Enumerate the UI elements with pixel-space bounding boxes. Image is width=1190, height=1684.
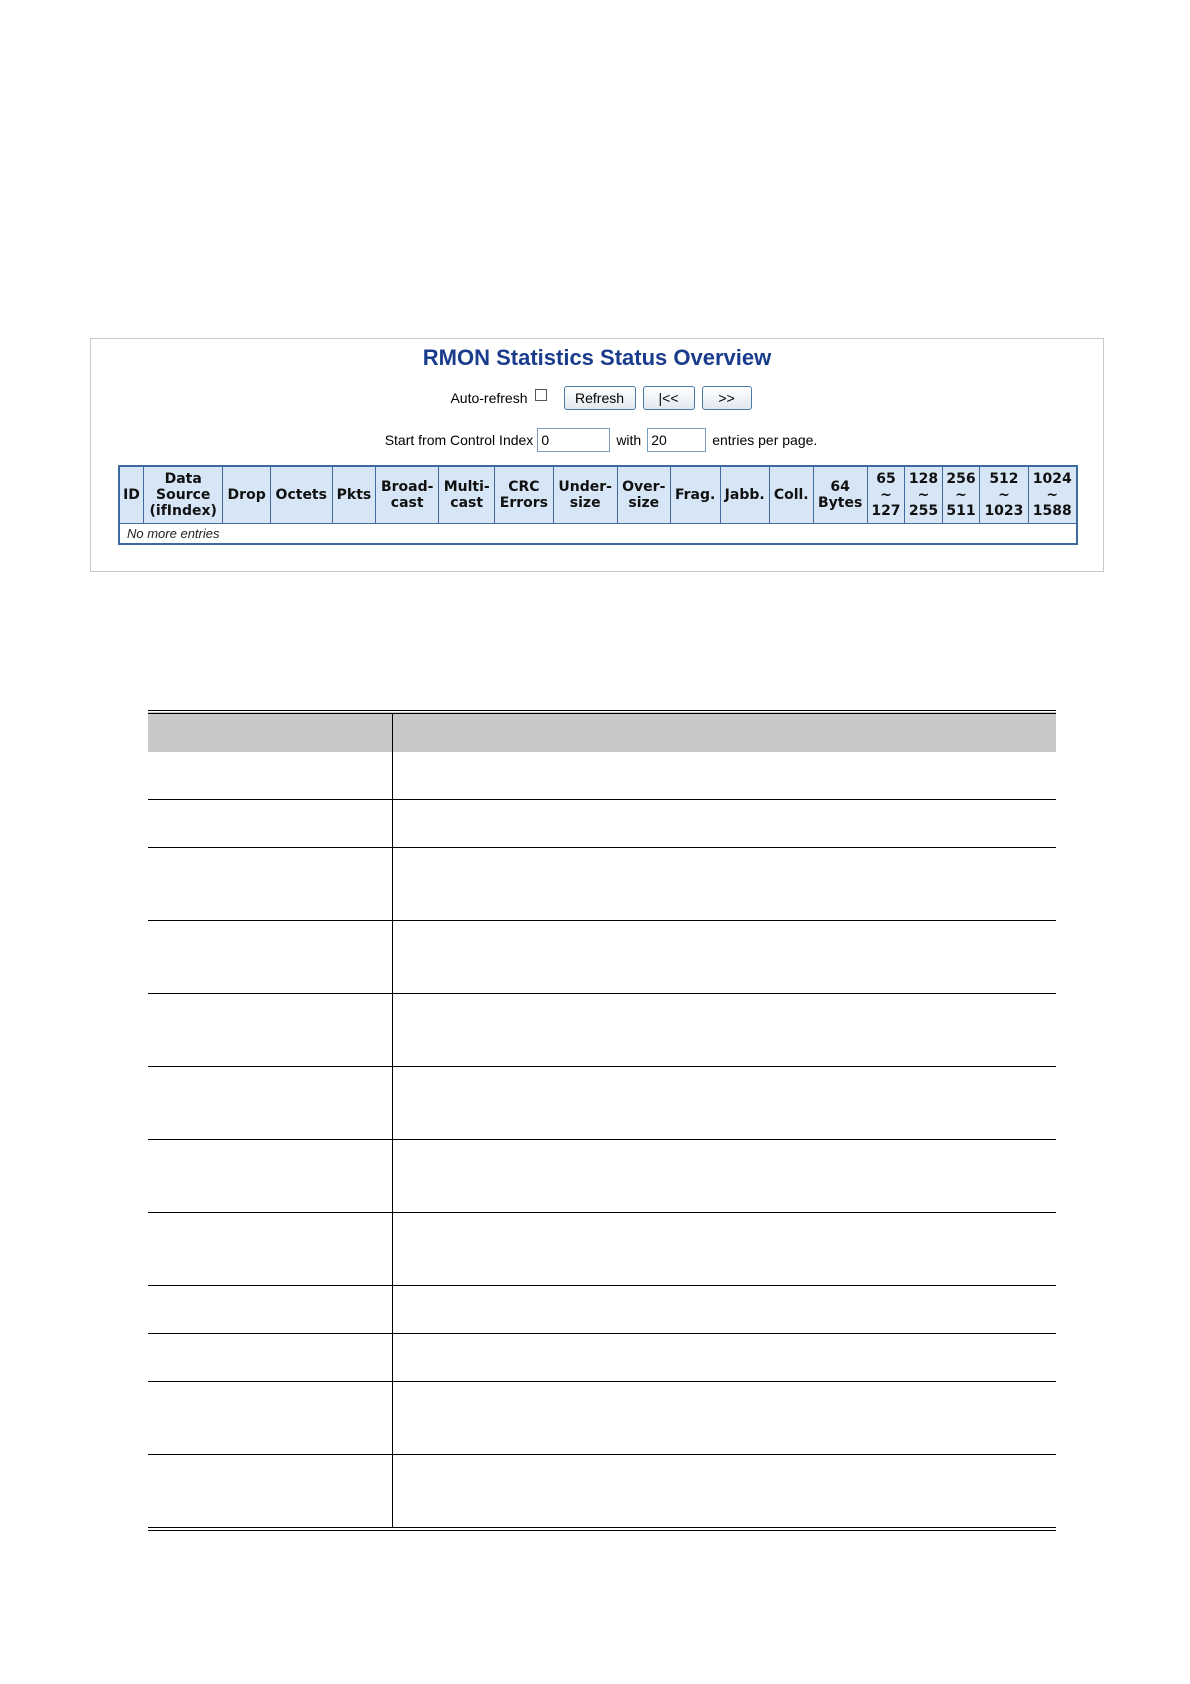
column-header-line: Jabb. [724, 487, 765, 503]
desc-header-row [148, 712, 1056, 752]
column-header-line: Source [156, 487, 211, 503]
column-header [1028, 466, 1077, 524]
desc-row [148, 1067, 1056, 1140]
column-header-line: 65 [876, 471, 896, 487]
desc-row [148, 921, 1056, 994]
desc-row [148, 848, 1056, 921]
column-header-line: Broad- [380, 479, 434, 495]
column-header-line: Under- [558, 479, 612, 495]
column-header-line: Drop [227, 487, 266, 503]
column-header [439, 466, 495, 524]
rmon-statistics-table [118, 465, 1078, 545]
column-header-line: Bytes [817, 495, 863, 511]
desc-row [148, 1382, 1056, 1455]
column-header [980, 466, 1028, 524]
column-header-line: ~ [880, 487, 892, 503]
column-header-line: 127 [871, 503, 901, 519]
column-header-line: 1024 [1032, 471, 1072, 487]
column-header-line: Errors [499, 495, 548, 511]
column-header-line: cast [390, 495, 424, 511]
column-header-line: cast [450, 495, 484, 511]
desc-row [148, 752, 1056, 800]
column-header [720, 466, 769, 524]
table-header-row [119, 466, 1077, 524]
desc-header-description [393, 712, 1057, 752]
column-header [119, 466, 144, 524]
column-header [905, 466, 943, 524]
table-row [119, 524, 1077, 545]
start-index-label: Start from Control Index [384, 432, 534, 448]
column-header-line: ~ [998, 487, 1010, 503]
entries-per-page-input[interactable] [647, 428, 706, 452]
parameter-description-table [148, 710, 1056, 1531]
column-header-line: ~ [1046, 487, 1059, 503]
desc-row [148, 1213, 1056, 1286]
column-header [495, 466, 553, 524]
column-header [553, 466, 617, 524]
no-entries-message: No more entries [127, 526, 220, 541]
column-header [670, 466, 720, 524]
rmon-statistics-panel [90, 338, 1104, 572]
desc-row [148, 1140, 1056, 1213]
column-header-line: 1023 [984, 503, 1024, 519]
column-header-line: Frag. [674, 487, 716, 503]
start-index-input[interactable] [537, 428, 610, 452]
page-title: RMON Statistics Status Overview [422, 345, 772, 370]
column-header [332, 466, 375, 524]
column-header [769, 466, 813, 524]
desc-header-object [148, 712, 393, 752]
column-header-line: ID [123, 487, 140, 503]
column-header-line: 64 [830, 479, 850, 495]
refresh-button[interactable]: Refresh [564, 386, 636, 410]
column-header-line: Coll. [773, 487, 809, 503]
column-header-line: 255 [908, 503, 939, 519]
next-page-button[interactable]: >> [702, 386, 752, 410]
column-header [942, 466, 980, 524]
with-label: with [616, 432, 642, 448]
auto-refresh-checkbox[interactable] [535, 389, 547, 401]
first-page-button[interactable]: |<< [643, 386, 695, 410]
column-header-line: 1588 [1032, 503, 1072, 519]
column-header-line: ~ [955, 487, 967, 503]
column-header-line: size [569, 495, 601, 511]
column-header [376, 466, 439, 524]
column-header-line: Pkts [336, 487, 372, 503]
column-header-line: 511 [946, 503, 976, 519]
column-header-line: Over- [622, 479, 666, 495]
column-header-line: 256 [946, 471, 976, 487]
column-header [617, 466, 670, 524]
toolbar [91, 385, 1103, 411]
column-header [144, 466, 223, 524]
column-header-line: (ifIndex) [149, 503, 217, 519]
desc-row [148, 800, 1056, 848]
paging-row [91, 427, 1103, 453]
column-header-line: 512 [989, 471, 1019, 487]
desc-row [148, 994, 1056, 1067]
column-header [867, 466, 905, 524]
column-header-line: CRC [508, 479, 540, 495]
column-header-line: size [628, 495, 660, 511]
auto-refresh-label: Auto-refresh [450, 390, 528, 406]
desc-row [148, 1286, 1056, 1334]
desc-row [148, 1334, 1056, 1382]
column-header-line: Octets [275, 487, 327, 503]
column-header-line: 128 [908, 471, 939, 487]
column-header [813, 466, 867, 524]
column-header [270, 466, 332, 524]
column-header-line: Multi- [443, 479, 490, 495]
entries-per-page-label: entries per page. [712, 432, 818, 448]
column-header-line: Data [164, 471, 202, 487]
desc-row [148, 1455, 1056, 1530]
column-header [223, 466, 270, 524]
column-header-line: ~ [917, 487, 930, 503]
